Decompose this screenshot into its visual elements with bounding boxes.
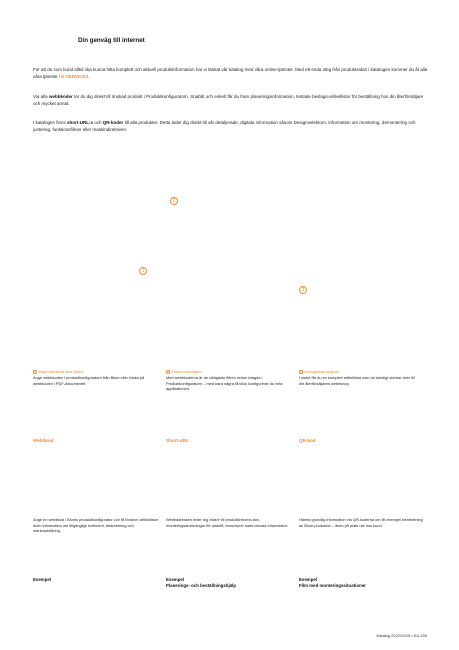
column-short-url-example [166, 577, 236, 588]
intro-p1-text: För att du som kund alltid ska kunna hitta komplett och aktuell produktinformation har vi länkat vår katalog med våra online-tjänster. Med ett enda steg från produktsidan i katalogen kommer du åt alla våra tjänster i [33, 67, 428, 79]
intro-p3-bold-qr: QR-koder [102, 120, 124, 125]
callout-1-icon: 1 [139, 267, 147, 275]
page-title: Din genväg till internet [78, 37, 145, 45]
column-webbkod-example [33, 577, 51, 583]
example-label: Exempel [33, 577, 52, 582]
callout-2-icon: 2 [170, 197, 178, 205]
intro-p2-prefix: Via alla [33, 94, 49, 99]
column-short-url-text: Webbadressen leder dig vidare till produktinforma-tion, monteringsanvisningar för utskrift, broschyrer samt teknisk information. [166, 517, 288, 528]
example-label: Exempel [299, 577, 318, 582]
step-2-number-icon: 2 [167, 369, 169, 373]
e-services-link[interactable]: E-SERVICES [61, 73, 89, 79]
column-qr-kod-example [299, 577, 366, 588]
step-1-text: Ange webbkoden i produktkonfiguratorn från Blum eller klicka på webbkoden i PDF-dokumentet. [33, 375, 145, 386]
step-3-title [299, 369, 339, 374]
intro-paragraph-2 [33, 94, 431, 107]
column-qr-kod-heading: QR-kod [299, 438, 316, 443]
step-1-title [33, 369, 83, 374]
intro-p2-bold: webbkoder [48, 94, 73, 99]
callout-3-icon: 3 [299, 286, 307, 294]
intro-paragraph-3 [33, 120, 431, 133]
column-short-url-heading: Short-URL [166, 438, 189, 443]
intro-p3-bold-short-url: short-URL:s [67, 120, 94, 125]
example-label: Exempel [166, 577, 185, 582]
column-webbkod-text: Ange en webbkod i Blums produktkonfigurator och få förutom artikellistor även information om tillgängligt sortiment, bearbetning och marknadsföring. [33, 517, 159, 534]
step-3-title-text: Beslagslista skapas [304, 369, 339, 374]
example-subtitle: Planerings- och beställningshjälp [166, 582, 237, 588]
example-subtitle: Film med monteringssituationer [299, 582, 366, 588]
step-1-title-text: Ange webbkod eller klicka [38, 369, 84, 374]
intro-p3-rest: till alla produkter. Detta leder dig direkt till vår detaljerade, digitala information såsom Designselektorn, information om montering, demontering och justering, funktionsfilmer eller maskindirektiven. [33, 120, 416, 132]
step-2-text: Med webbkoderna är de viktigaste filtren redan inlagda i Produktkonfiguratorn – med bara några få klick konfigurerar du hela applikationen. [166, 375, 283, 392]
intro-p1-end: . [88, 73, 90, 79]
intro-paragraph-1 [33, 67, 431, 80]
column-webbkod-heading: Webbkod [33, 438, 54, 443]
intro-p2-rest: tar du dig direkt till önskad produkt i Produktkonfiguratorn. Snabbt och enkelt får du fram planeringsinformation, testade beslags-artikellistor för beställning hos din återförsäljare och mycket annat. [33, 94, 424, 106]
step-1-number-icon: 1 [34, 369, 36, 373]
step-2-title [166, 369, 202, 374]
step-3-text: I slutet får du en komplett artikellista som du smidigt skickar över till din återförsäljares webbshop. [299, 375, 415, 386]
intro-p3-mid: och [93, 120, 103, 125]
page-footer: Katalog 2022/2023 • KA-150 [376, 633, 427, 638]
column-qr-kod-text: Hämta grundlig information via QR-koderna om till exempel bearbetning av Blum-produkter – även på plats ute hos kund. [299, 517, 423, 528]
intro-p3-prefix: I katalogen finns [33, 120, 68, 125]
step-2-title-text: Planera beslagen [171, 369, 202, 374]
step-3-number-icon: 3 [300, 369, 302, 373]
